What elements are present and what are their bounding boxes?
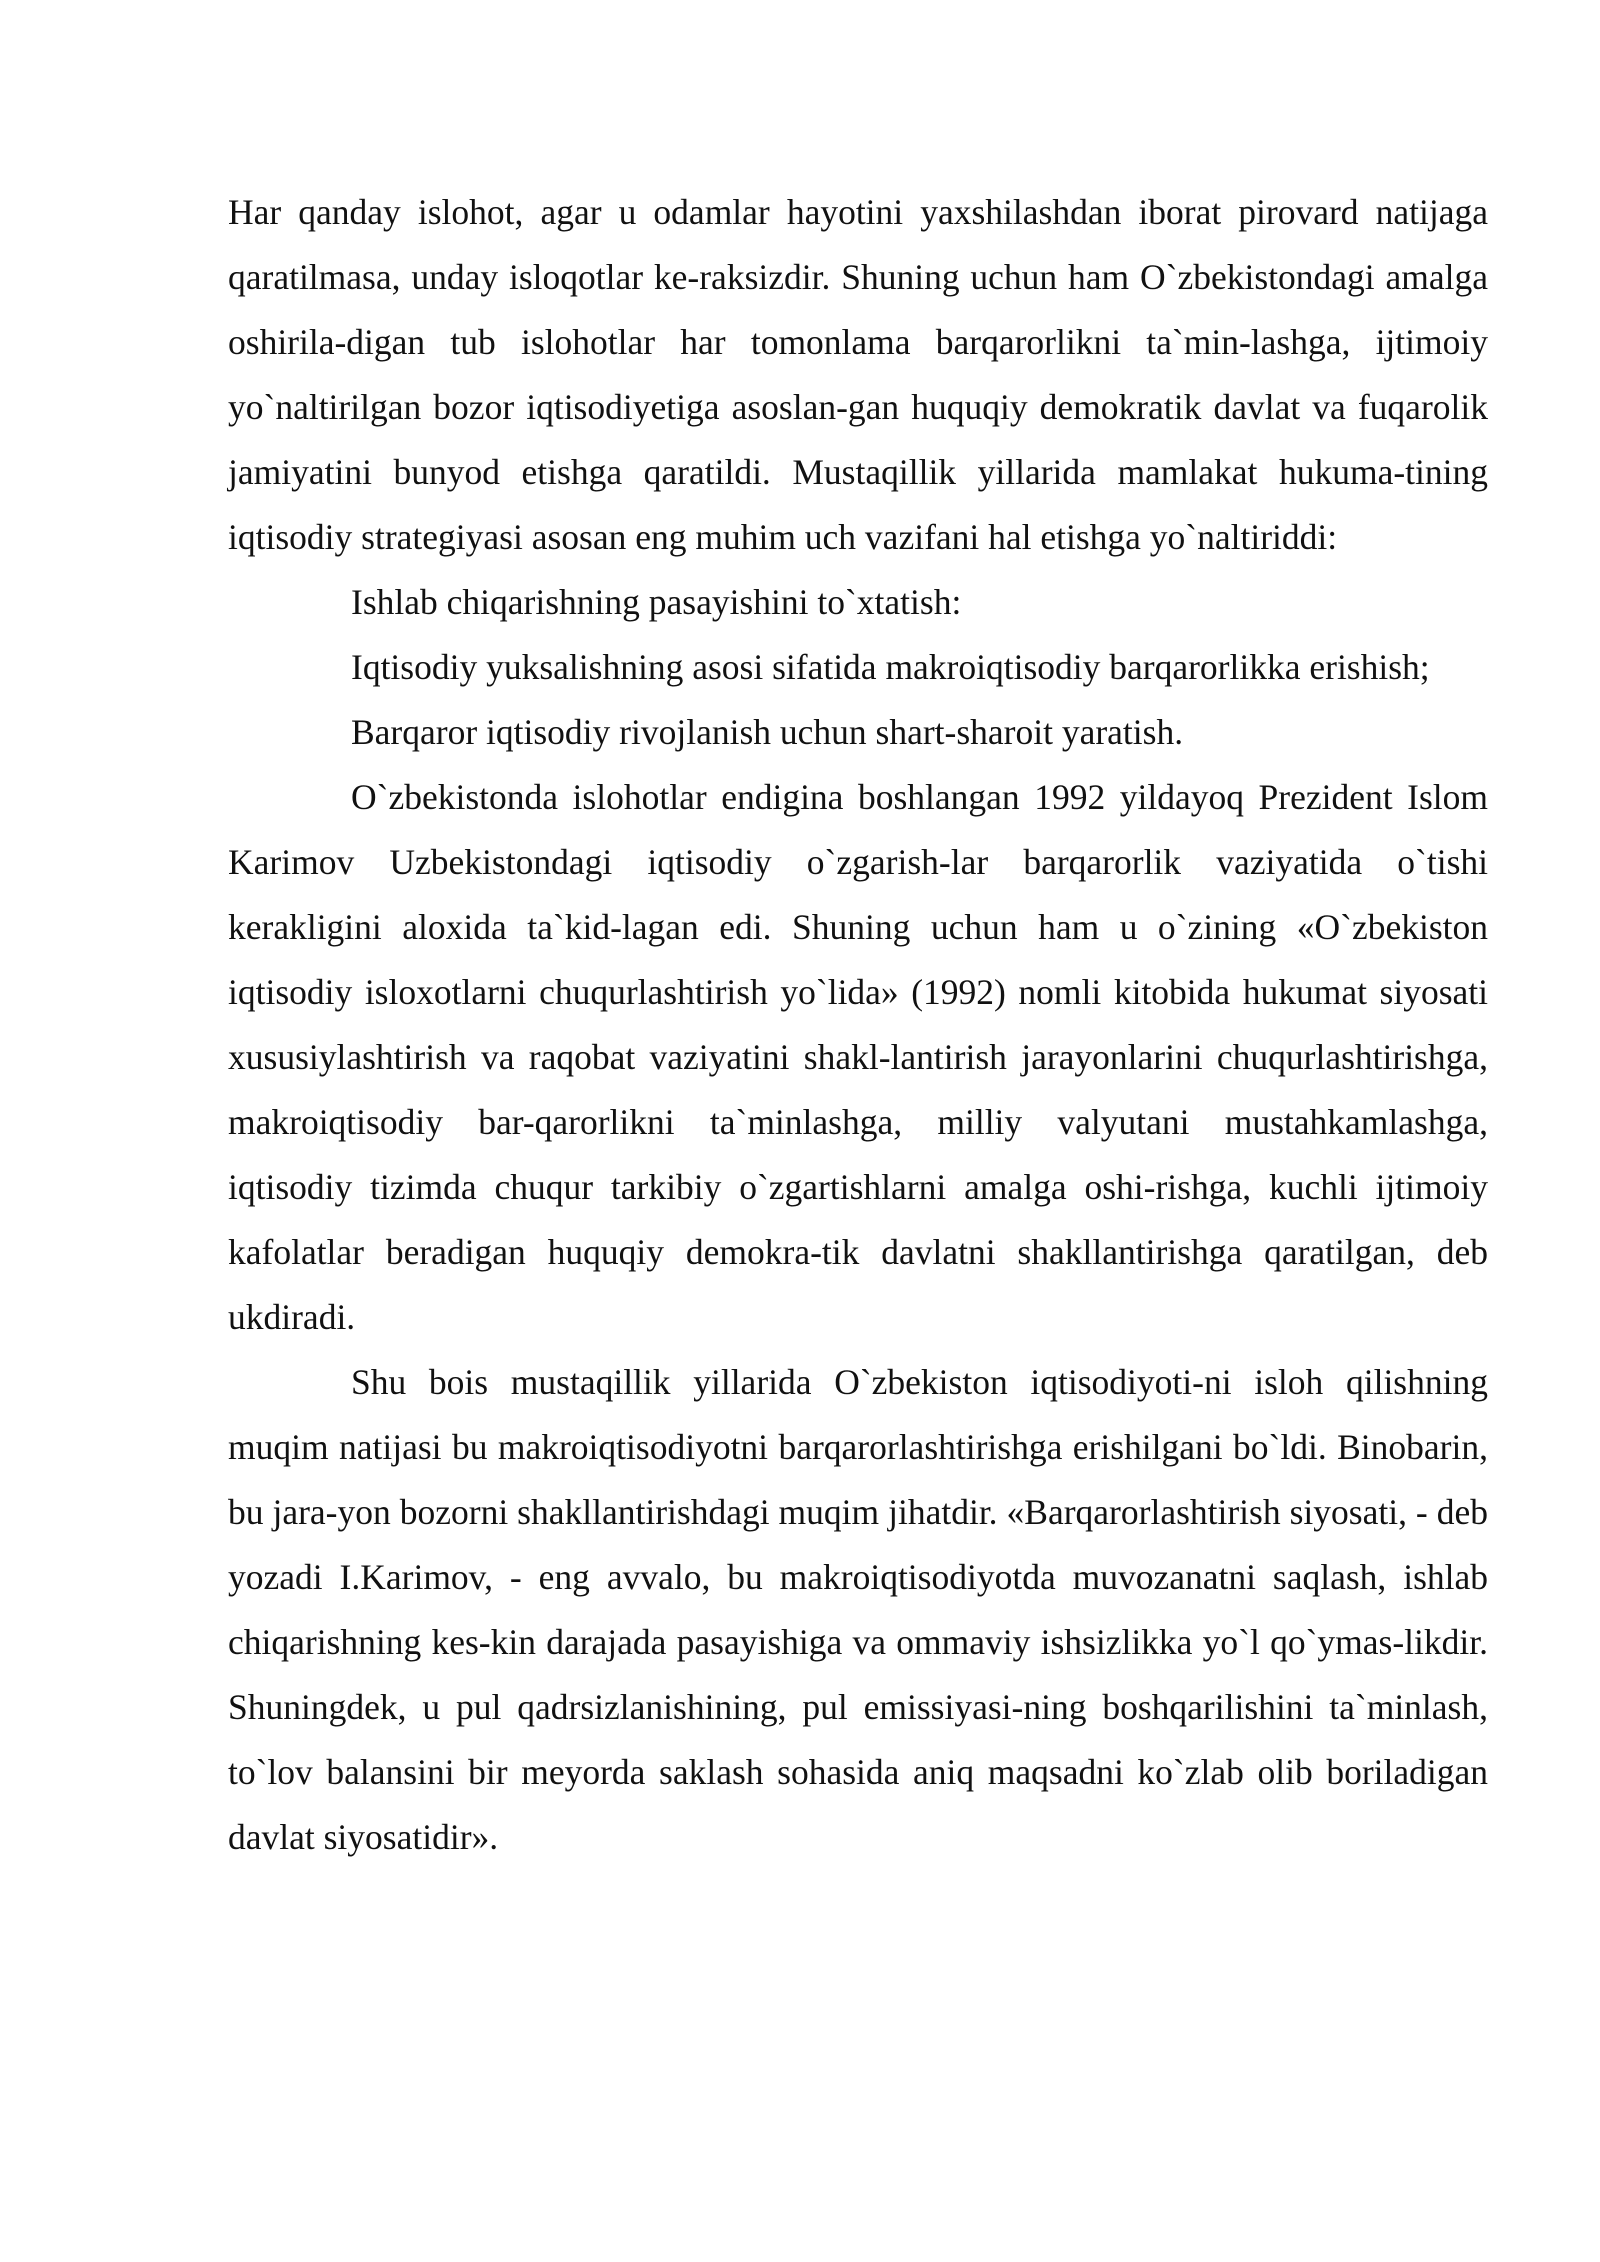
paragraph-intro: Har qanday islohot, agar u odamlar hayotini yaxshilashdan iborat pirovard natijaga qaratilmasa, unday isloqotlar ke-raksizdir. Shuning uchun ham O`zbekistondagi amalga oshirila-digan tub islohotlar har tomonlama barqarorlikni ta`min-lashga, ijtimoiy yo`naltirilgan bozor iqtisodiyetiga asoslan-gan huquqiy demokratik davlat va fuqarolik jamiyatini bunyod etishga qaratildi. Mustaqillik yillarida mamlakat hukuma-tining iqtisodiy strategiyasi asosan eng muhim uch vazifani hal etishga yo`naltiriddi: <box>228 192 1488 557</box>
paragraph-karimov-1992: O`zbekistonda islohotlar endigina boshlangan 1992 yildayoq Prezident Islom Karimov Uzbekistondagi iqtisodiy o`zgarish-lar barqarorlik vaziyatida o`tishi kerakligini aloxida ta`kid-lagan edi. Shuning uchun ham u o`zining «O`zbekiston iqtisodiy isloxotlarni chuqurlashtirish yo`lida» (1992) nomli kitobida hukumat siyosati xususiylashtirish va raqobat vaziyatini shakl-lantirish jarayonlarini chuqurlashtirishga, makroiqtisodiy bar-qarorlikni ta`minlashga, milliy valyutani mustahkamlashga, iqtisodiy tizimda chuqur tarkibiy o`zgartishlarni amalga oshi-rishga, kuchli ijtimoiy kafolatlar beradigan huquqiy demokra-tik davlatni shakllantirishga qaratilgan, deb ukdiradi. <box>228 777 1488 1337</box>
document-body <box>228 180 1488 1870</box>
paragraph-task-3: Barqaror iqtisodiy rivojlanish uchun shart-sharoit yaratish. <box>351 712 1184 752</box>
paragraph-task-2: Iqtisodiy yuksalishning asosi sifatida makroiqtisodiy barqarorlikka erishish; <box>351 647 1430 687</box>
paragraph-task-1: Ishlab chiqarishning pasayishini to`xtatish: <box>351 582 962 622</box>
paragraph-stabilization: Shu bois mustaqillik yillarida O`zbekiston iqtisodiyoti-ni isloh qilishning muqim natijasi bu makroiqtisodiyotni barqarorlashtirishga erishilgani bo`ldi. Binobarin, bu jara-yon bozorni shakllantirishdagi muqim jihatdir. «Barqarorlashtirish siyosati, - deb yozadi I.Karimov, - eng avvalo, bu makroiqtisodiyotda muvozanatni saqlash, ishlab chiqarishning kes-kin darajada pasayishiga va ommaviy ishsizlikka yo`l qo`ymas-likdir. Shuningdek, u pul qadrsizlanishining, pul emissiyasi-ning boshqarilishini ta`minlash, to`lov balansini bir meyorda saklash sohasida aniq maqsadni ko`zlab olib boriladigan davlat siyosatidir». <box>228 1362 1488 1857</box>
